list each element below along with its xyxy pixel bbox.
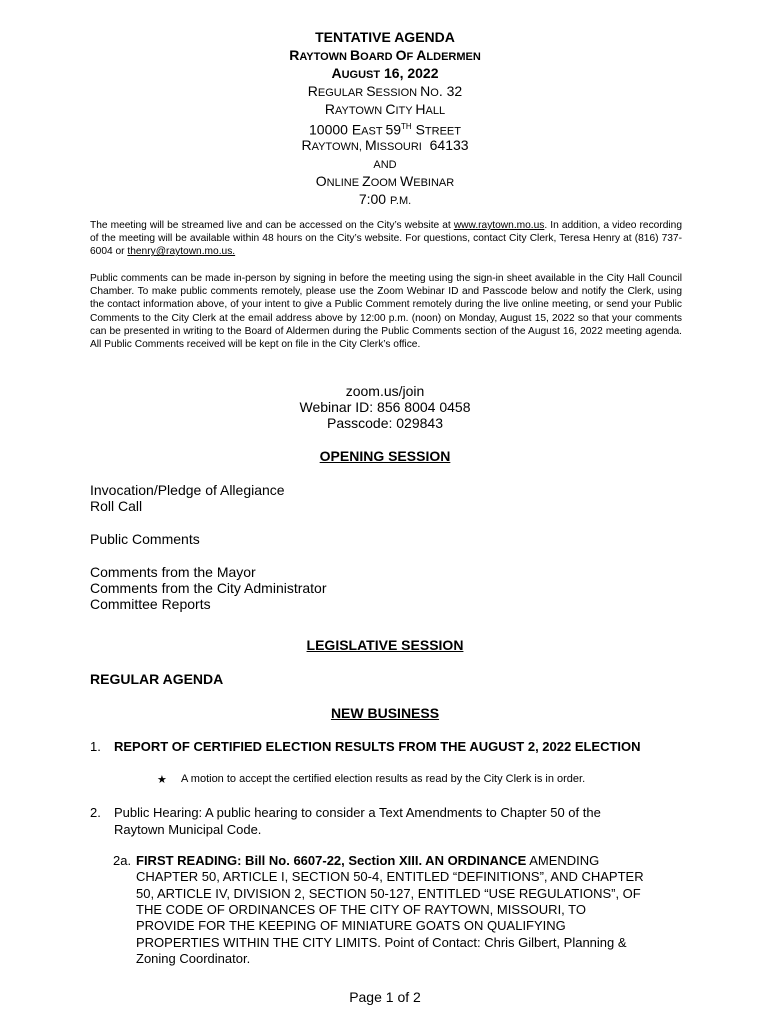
city-hall: RAYTOWN CITY HALL (324, 101, 446, 117)
regular-agenda-heading: REGULAR AGENDA (90, 671, 224, 687)
item-1-title: REPORT OF CERTIFIED ELECTION RESULTS FROM THE AUGUST 2, 2022 ELECTION (114, 739, 641, 754)
item-2a-line-5: PROVIDE FOR THE KEEPING OF MINIATURE GOATS ON QUALIFYING (136, 918, 566, 933)
website-link[interactable]: www.raytown.mo.us (453, 220, 545, 231)
city-state: RAYTOWN, MISSOURI 64133 (301, 137, 469, 153)
zoom-url: zoom.us/join (345, 383, 425, 399)
mayor-comments-item: Comments from the Mayor (90, 564, 256, 580)
webinar-id: Webinar ID: 856 8004 0458 (299, 399, 471, 415)
item-2a-line-4: THE CODE OF ORDINANCES OF THE CITY OF RAYTOWN, MISSOURI, TO (136, 902, 586, 917)
public-comments-item: Public Comments (90, 531, 200, 547)
invocation-item: Invocation/Pledge of Allegiance (90, 482, 285, 498)
opening-session-heading: OPENING SESSION (319, 448, 451, 464)
meeting-date: AUGUST 16, 2022 (331, 65, 439, 81)
star-bullet-icon: ★ (157, 774, 167, 786)
page-number: Page 1 of 2 (349, 989, 421, 1005)
item-1-number: 1. (90, 739, 101, 754)
item-2a-line-1: FIRST READING: Bill No. 6607-22, Section XIII. AN ORDINANCE AMENDING (136, 853, 600, 868)
public-comments-paragraph: Public comments can be made in-person by signing in before the meeting using the sign-in sheet available in the City Hall Council Chamber. To make public comments remotely, please use the Zoom Webinar ID and Passcode below and notify the Clerk, using the contact information above, of your intent to give a Public Comment remotely during the live online meeting, or send your Public Comments to the City Clerk at the email address above by 12:00 p.m. (noon) on Monday, August 15, 2022 so that your comments can be presented in writing to the Board of Aldermen during the Public Comments section of the August 16, 2022 meeting agenda. All Public Comments received will be kept on file in the City Clerk’s office. (90, 273, 682, 351)
item-2a-line-7: Zoning Coordinator. (136, 951, 251, 966)
item-2a-line-3: 50, ARTICLE IV, DIVISION 2, SECTION 50-127, ENTITLED “USE REGULATIONS”, OF (136, 886, 641, 901)
online-webinar: ONLINE ZOOM WEBINAR (315, 173, 455, 189)
item-2a-line-6: PROPERTIES WITHIN THE CITY LIMITS. Point of Contact: Chris Gilbert, Planning & (136, 935, 627, 950)
street-address: 10000 EAST 59TH STREET (309, 121, 461, 138)
passcode: Passcode: 029843 (327, 415, 443, 431)
new-business-heading: NEW BUSINESS (330, 705, 440, 721)
agenda-title: TENTATIVE AGENDA (315, 29, 455, 45)
email-link[interactable]: thenry@raytown.mo.us. (127, 246, 236, 258)
item-2-number: 2. (90, 805, 101, 820)
meeting-time: 7:00 P.M. (358, 191, 412, 207)
item-2a-line-2: CHAPTER 50, ARTICLE I, SECTION 50-4, ENTITLED “DEFINITIONS”, AND CHAPTER (136, 869, 644, 884)
committee-reports-item: Committee Reports (90, 596, 211, 612)
board-name: RAYTOWN BOARD OF ALDERMEN (289, 47, 481, 63)
and-label: AND (373, 159, 397, 171)
session-number: REGULAR SESSION NO. 32 (307, 83, 463, 99)
item-1-motion: A motion to accept the certified election results as read by the City Clerk is in order. (181, 773, 586, 785)
streaming-paragraph: The meeting will be streamed live and can be accessed on the City’s website at www.raytown.mo.us. In addition, a video recording of the meeting will be available within 48 hours on the City’s website. For questions, contact City Clerk, Teresa Henry at (816) 737-6004 or thenry@raytown.mo.us. (90, 220, 682, 258)
roll-call-item: Roll Call (90, 498, 143, 514)
item-2-line-2: Raytown Municipal Code. (114, 822, 262, 837)
legislative-session-heading: LEGISLATIVE SESSION (306, 637, 464, 653)
item-2-line-1: Public Hearing: A public hearing to consider a Text Amendments to Chapter 50 of the (114, 805, 601, 820)
item-2a-label: 2a. (113, 853, 132, 868)
administrator-comments-item: Comments from the City Administrator (90, 580, 327, 596)
